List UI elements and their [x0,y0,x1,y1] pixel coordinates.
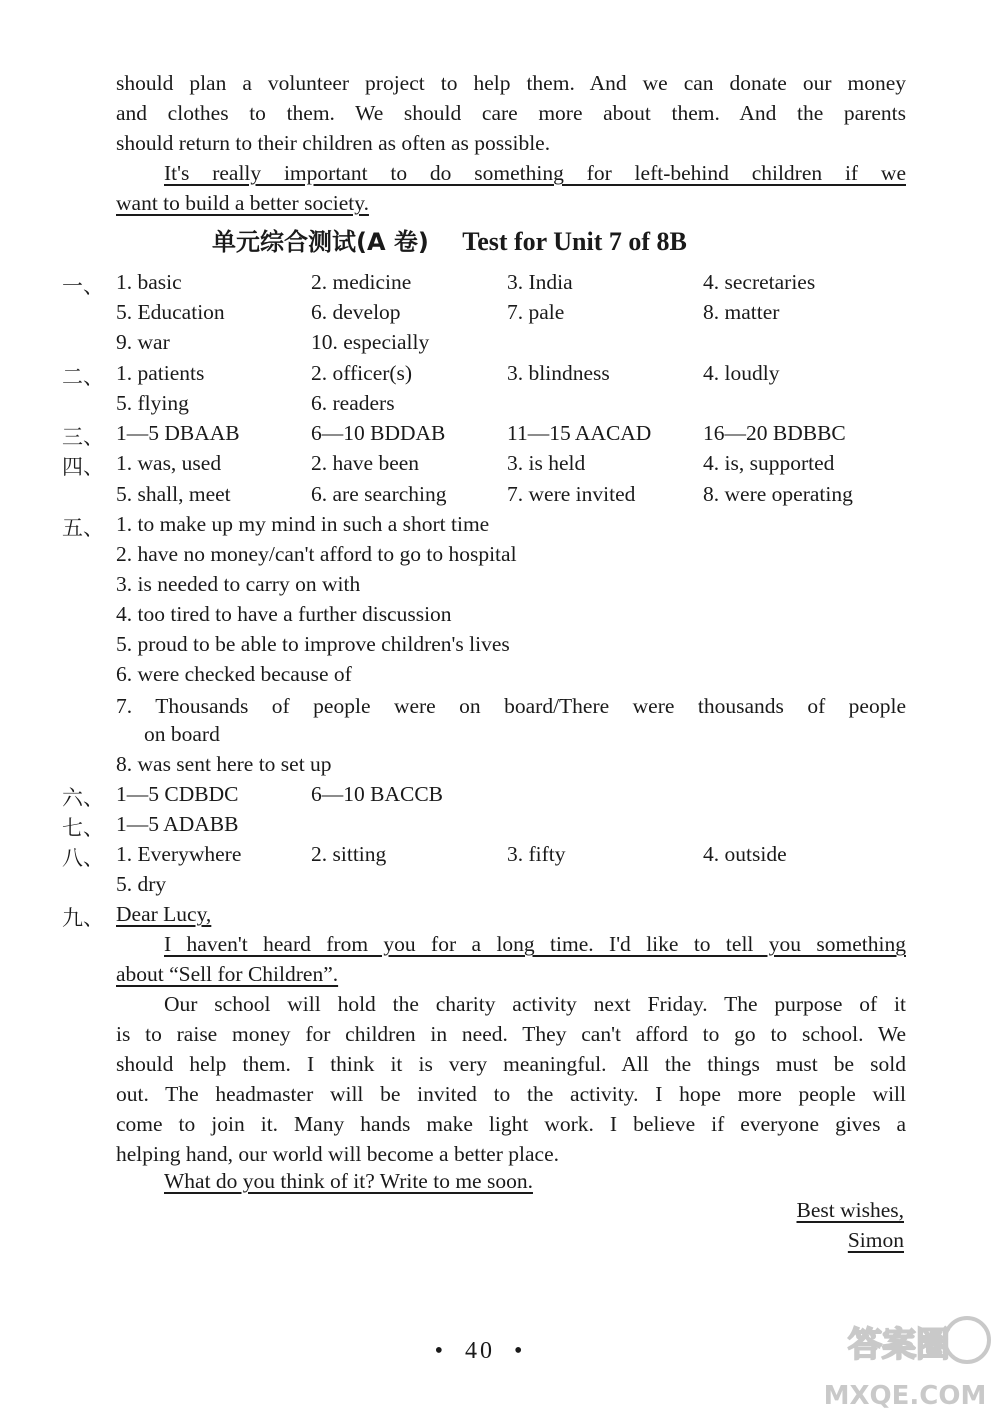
conclusion-line: want to build a better society. [116,191,369,215]
watermark-logo-text: 答案圈 [848,1325,950,1365]
section-label: 四、 [62,455,104,479]
answer: 8. matter [703,300,780,324]
answer: 7. pale [507,300,565,324]
page-title [212,228,687,257]
answer: 6. readers [311,391,395,415]
letter-line: I haven't heard from you for a long time. I'd like to tell you something [164,932,906,956]
answer: 7. Thousands of people were on board/There were thousands of people [116,694,906,718]
letter-line: come to join it. Many hands make light work. I believe if everyone gives a [116,1112,906,1136]
page-number-dot: • [514,1338,526,1364]
section-label: 七、 [62,816,104,840]
answer: 1—5 DBAAB [116,421,240,445]
answer: 1. was, used [116,451,222,475]
answer: 2. medicine [311,270,412,294]
answer-continuation: on board [144,722,220,746]
answer: 1—5 CDBDC [116,782,239,806]
answer: 2. have been [311,451,420,475]
letter-signoff: Best wishes, [796,1198,904,1222]
answer: 3. is needed to carry on with [116,572,361,596]
answer: 1. Everywhere [116,842,242,866]
answer: 1. basic [116,270,182,294]
answer: 4. is, supported [703,451,835,475]
page-number [0,1338,960,1365]
letter-greeting: Dear Lucy, [116,902,212,926]
letter-closing: What do you think of it? Write to me soon. [164,1169,533,1193]
conclusion-line: It's really important to do something for left-behind children if we [164,161,906,185]
answer: 11—15 AACAD [507,421,652,445]
letter-body [116,989,906,1169]
answer: 3. is held [507,451,586,475]
answer: 7. were invited [507,482,636,506]
answer: 1. to make up my mind in such a short time [116,512,490,536]
answer: 5. Education [116,300,225,324]
answer: 2. have no money/can't afford to go to hospital [116,542,517,566]
section-label: 二、 [62,365,104,389]
answer: 6. were checked because of [116,662,352,686]
answer: 5. dry [116,872,167,896]
answer: 4. too tired to have a further discussion [116,602,452,626]
title-english: Test for Unit 7 of 8B [462,227,687,256]
answer: 3. fifty [507,842,566,866]
answer: 1—5 ADABB [116,812,239,836]
letter-line: helping hand, our world will become a better place. [116,1142,559,1166]
letter-opening [116,929,906,989]
intro-line: should plan a volunteer project to help them. And we can donate our money [116,71,906,95]
answer: 8. were operating [703,482,853,506]
section-label: 三、 [62,425,104,449]
page-number-dot: • [434,1338,446,1364]
answer: 5. proud to be able to improve children's lives [116,632,510,656]
answer: 4. secretaries [703,270,816,294]
letter-line: should help them. I think it is very meaningful. All the things must be sold [116,1052,906,1076]
letter-line: out. The headmaster will be invited to the activity. I hope more people will [116,1082,906,1106]
intro-line: and clothes to them. We should care more about them. And the parents [116,101,906,125]
watermark-text: MXQE.COM [823,1381,987,1411]
section-label: 八、 [62,846,104,870]
answer: 2. sitting [311,842,387,866]
answer: 4. outside [703,842,787,866]
answer: 6—10 BDDAB [311,421,446,445]
watermark-logo [817,1312,992,1412]
answer: 9. war [116,330,170,354]
answer: 5. shall, meet [116,482,231,506]
answer: 3. India [507,270,573,294]
intro-line: should return to their children as often as possible. [116,131,551,155]
section-label: 九、 [62,906,104,930]
answer: 5. flying [116,391,189,415]
title-chinese: 单元综合测试(A 卷) [212,228,429,256]
letter-signature: Simon [847,1228,904,1252]
answer: 16—20 BDBBC [703,421,846,445]
section-label: 六、 [62,786,104,810]
answer: 3. blindness [507,361,610,385]
answer: 4. loudly [703,361,780,385]
answer: 2. officer(s) [311,361,413,385]
section-label: 一、 [62,274,104,298]
letter-line: Our school will hold the charity activity next Friday. The purpose of it [164,992,906,1016]
answer: 1. patients [116,361,205,385]
answer: 6. are searching [311,482,447,506]
letter-line: is to raise money for children in need. They can't afford to go to school. We [116,1022,906,1046]
answer: 10. especially [311,330,430,354]
answer: 6—10 BACCB [311,782,444,806]
page-number-value: 40 [465,1338,495,1364]
letter-line: about “Sell for Children”. [116,962,339,986]
answer: 8. was sent here to set up [116,752,332,776]
intro-paragraph [116,68,906,158]
intro-conclusion [116,158,906,218]
section-label: 五、 [62,516,104,540]
answer: 6. develop [311,300,401,324]
